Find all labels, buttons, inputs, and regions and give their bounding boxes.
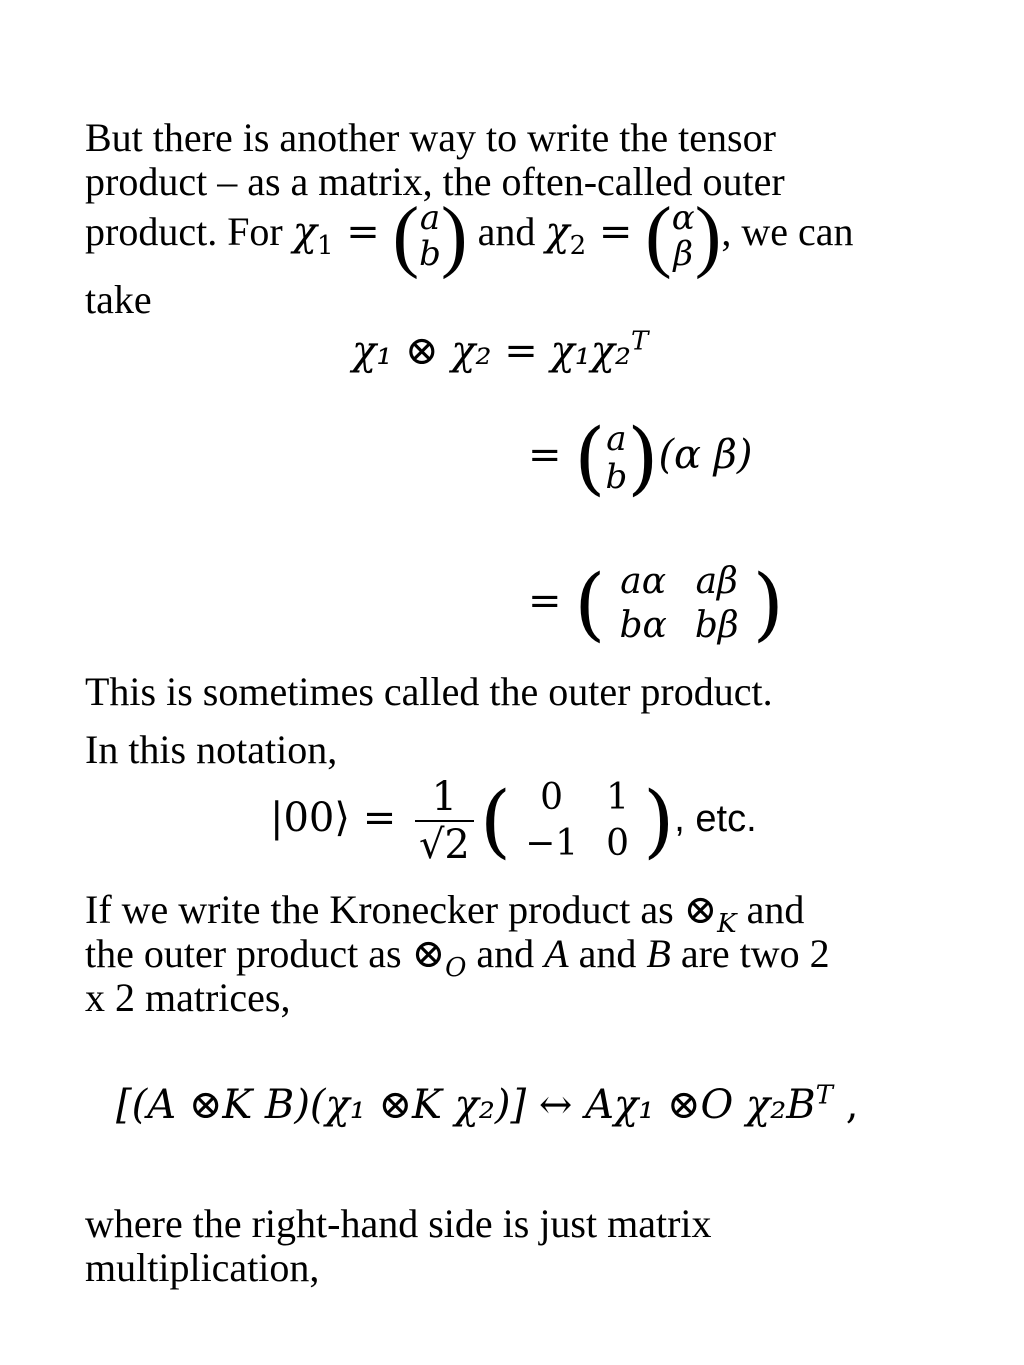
text-we-can: , we can [721,209,854,255]
equation-ket-00: |00⟩ = $\frac{1}{√2}$ ( 0 1 −1 0 ), etc. [270,774,757,868]
text-for: product. For [85,209,293,255]
ket-matrix: 0 1 −1 0 [525,777,630,864]
para1-line3 [85,192,854,280]
para1-line4: take [85,277,152,322]
chi2-vector: α β [671,198,695,274]
para4-line1: If we write the Kronecker product as $\otimes_K$ and [85,887,805,939]
para1-line2: product – as a matrix, the often-called outer [85,159,785,204]
equation-kronecker-outer: [(A ⊗K B)(χ₁ ⊗K χ₂)] ↔ Aχ₁ ⊗O $\chi_2B^T$ , [116,1080,859,1128]
para3: In this notation, [85,727,338,772]
chi1-vector: a b [419,198,441,274]
para5-line1: where the right-hand side is just matrix [85,1201,712,1246]
outer-product-matrix: aα aβ bα bβ [619,561,739,646]
para1-line1: But there is another way to write the tensor [85,115,776,160]
equation-outer-matrix: = ( aα aβ bα bβ ) [528,557,784,650]
para5-line2: multiplication, [85,1245,320,1290]
chi2-lparen: ( [645,192,672,280]
text-and: and [467,209,546,255]
chi1-lparen: ( [392,192,420,280]
para4-line3: x 2 matrices, [85,975,291,1020]
chi2-label: $\chi_2$ = [545,209,633,262]
fraction-1-over-sqrt2: $\frac{1}{√2}$ [415,774,474,868]
chi1-rparen: ) [440,192,468,280]
para2: This is sometimes called the outer product. [85,669,773,714]
chi1-label: $\chi_1$ = [292,209,380,262]
chi2-rparen: ) [694,192,722,280]
para4-line2: the outer product as $\otimes_O$ and A and B are two 2 [85,931,830,983]
equation-tensor-definition: χ₁ ⊗ χ₂ = χ₁χ₂$^T$ [352,326,649,374]
equation-column-row: = ( a b )(α β) [528,411,753,504]
